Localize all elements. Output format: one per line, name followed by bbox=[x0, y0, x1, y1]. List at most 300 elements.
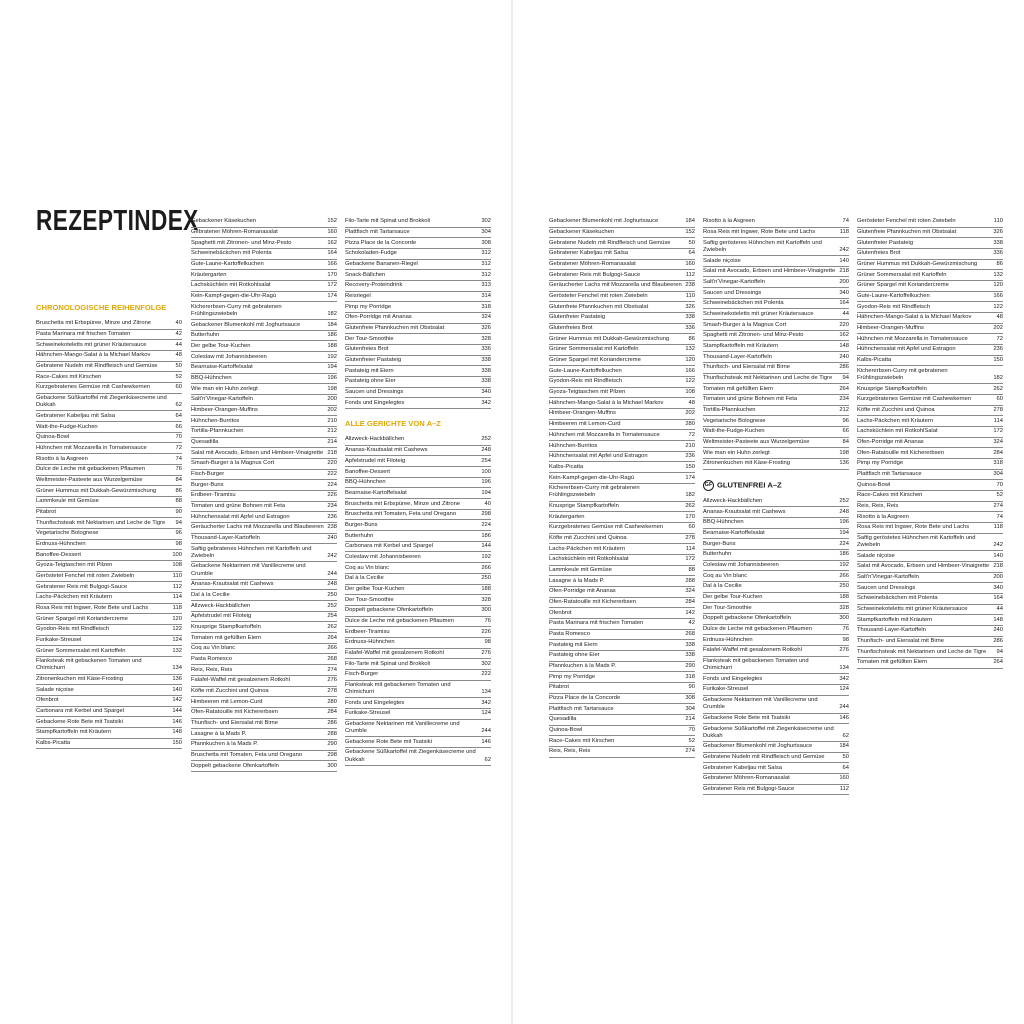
page-number: 114 bbox=[172, 594, 182, 601]
index-entry bbox=[703, 331, 849, 342]
recipe-name: Furikake-Streusel bbox=[345, 710, 391, 717]
recipe-name: Lachs-Päckchen mit Kräutern bbox=[549, 545, 626, 552]
recipe-name: Gyoza-Teigtaschen mit Pilzen bbox=[549, 389, 626, 396]
recipe-name: BBQ-Hühnchen bbox=[191, 374, 232, 381]
recipe-name: Quesadilla bbox=[191, 438, 219, 445]
page-number: 318 bbox=[993, 460, 1003, 467]
index-entry bbox=[345, 720, 491, 738]
page-number: 200 bbox=[327, 396, 337, 403]
page-number: 300 bbox=[839, 615, 849, 622]
index-entry bbox=[549, 694, 695, 705]
recipe-name: Erdbeer-Tiramisu bbox=[191, 492, 236, 499]
page-number: 108 bbox=[172, 562, 182, 569]
recipe-name: Gyodon-Reis mit Rindfleisch bbox=[857, 303, 931, 310]
index-entry bbox=[703, 646, 849, 657]
recipe-name: Bearnaise-Kartoffelsalat bbox=[191, 364, 253, 371]
index-entry bbox=[345, 552, 491, 563]
page-number: 328 bbox=[481, 596, 491, 603]
index-entry bbox=[703, 438, 849, 449]
index-entry bbox=[703, 571, 849, 582]
page-number: 52 bbox=[175, 373, 182, 380]
index-entry bbox=[345, 531, 491, 542]
page-number: 112 bbox=[685, 271, 695, 278]
recipe-name: Himbeeren mit Lemon-Curd bbox=[191, 698, 263, 705]
page-number: 226 bbox=[327, 492, 337, 499]
index-entry bbox=[857, 573, 1003, 584]
index-entry bbox=[703, 550, 849, 561]
index-entry bbox=[36, 636, 182, 647]
page-number: 42 bbox=[688, 620, 695, 627]
index-entry bbox=[36, 394, 182, 412]
index-entry bbox=[36, 739, 182, 750]
page-number: 244 bbox=[481, 728, 491, 735]
page-number: 300 bbox=[481, 607, 491, 614]
recipe-name: Salt'n'Vinegar-Kartoffeln bbox=[703, 278, 765, 285]
page-number: 44 bbox=[996, 606, 1003, 613]
recipe-name: Recovery-Proteindrink bbox=[345, 282, 403, 289]
recipe-name: Reis, Reis, Reis bbox=[857, 502, 899, 509]
recipe-name: Thunfischsteak mit Nektarinen und Leche de Tigre bbox=[857, 648, 987, 655]
recipe-name: Flanksteak mit gebackenen Tomaten und Chimichurri bbox=[345, 681, 451, 696]
page-number: 342 bbox=[839, 675, 849, 682]
page-number: 74 bbox=[996, 513, 1003, 520]
page-number: 254 bbox=[481, 457, 491, 464]
index-entry bbox=[345, 456, 491, 467]
page-number: 286 bbox=[993, 638, 1003, 645]
recipe-name: Zitronenkuchen mit Käse-Frosting bbox=[703, 460, 790, 467]
page-number: 48 bbox=[996, 314, 1003, 321]
page-number: 268 bbox=[685, 631, 695, 638]
page-number: 276 bbox=[327, 677, 337, 684]
recipe-name: Knusprige Stampfkartoffeln bbox=[191, 623, 261, 630]
recipe-name: Gebratener Möhren-Romanasalat bbox=[703, 775, 790, 782]
recipe-name: Schweinekoteletts mit grüner Kräutersauce bbox=[36, 341, 147, 348]
index-entry bbox=[345, 542, 491, 553]
index-entry bbox=[703, 625, 849, 636]
page-number: 76 bbox=[175, 466, 182, 473]
index-entry bbox=[549, 324, 695, 335]
page-number: 286 bbox=[327, 719, 337, 726]
page-number: 184 bbox=[685, 218, 695, 225]
page-number: 284 bbox=[993, 449, 1003, 456]
recipe-name: Gebackene Nektarinen mit Vanillecreme und Crumble bbox=[703, 697, 818, 711]
index-entry bbox=[36, 604, 182, 615]
recipe-name: Lachsküchlein mit Rotkohlsalat bbox=[191, 282, 271, 289]
recipe-name: Köfte mit Zucchini und Quinoa bbox=[549, 534, 627, 541]
recipe-name: Ofen-Ratatouille mit Kichererbsen bbox=[857, 449, 944, 456]
page-title: REZEPTINDEX bbox=[36, 205, 199, 237]
recipe-name: Gebackener Blumenkohl mit Joghurtsauce bbox=[549, 218, 659, 225]
page-number: 192 bbox=[481, 553, 491, 560]
page-number: 262 bbox=[993, 385, 1003, 392]
page-number: 336 bbox=[481, 346, 491, 353]
right-page bbox=[512, 0, 1024, 1024]
page-number: 134 bbox=[839, 665, 849, 672]
page-number: 94 bbox=[175, 519, 182, 526]
index-entry bbox=[345, 366, 491, 377]
index-entry bbox=[36, 707, 182, 718]
recipe-name: Gebratene Nudeln mit Rindfleisch und Gemüse bbox=[36, 363, 158, 370]
page-number: 188 bbox=[327, 342, 337, 349]
page-number: 312 bbox=[481, 261, 491, 268]
recipe-name: Coleslaw mit Johannisbeeren bbox=[191, 353, 267, 360]
recipe-name: Glutenfreie Pfannkuchen mit Obstsalat bbox=[549, 303, 649, 310]
page-number: 160 bbox=[839, 775, 849, 782]
page-number: 144 bbox=[172, 708, 182, 715]
page-number: 60 bbox=[688, 524, 695, 531]
index-entry bbox=[857, 406, 1003, 417]
page-number: 268 bbox=[327, 655, 337, 662]
index-entry bbox=[345, 617, 491, 628]
page-number: 90 bbox=[175, 508, 182, 515]
recipe-name: Salt'n'Vinegar-Kartoffeln bbox=[857, 574, 919, 581]
recipe-name: Pastateig ohne Eier bbox=[345, 378, 396, 385]
recipe-name: Coq au Vin blanc bbox=[191, 645, 236, 652]
recipe-name: Wie man ein Huhn zerlegt bbox=[191, 385, 258, 392]
page-number: 284 bbox=[685, 599, 695, 605]
index-entry bbox=[857, 356, 1003, 367]
page-number: 88 bbox=[175, 498, 182, 505]
page-number: 318 bbox=[481, 303, 491, 310]
recipe-name: Bearnaise-Kartoffelsalat bbox=[703, 529, 765, 536]
index-entry bbox=[549, 462, 695, 473]
page-number: 132 bbox=[993, 271, 1003, 278]
recipe-name: Thousand-Layer-Kartoffeln bbox=[857, 627, 926, 634]
page-number: 74 bbox=[842, 218, 849, 225]
index-entry bbox=[345, 388, 491, 399]
recipe-name: Rosa Reis mit Ingwer, Rote Bete und Lachs bbox=[857, 524, 970, 531]
index-entry bbox=[345, 563, 491, 574]
page-number: 274 bbox=[685, 748, 695, 755]
recipe-name: Gute-Laune-Kartoffelkuchen bbox=[549, 367, 622, 374]
index-entry bbox=[191, 260, 337, 271]
page-number: 62 bbox=[484, 756, 491, 763]
index-entry bbox=[191, 427, 337, 438]
recipe-name: Bruschetta mit Erbspüree, Minze und Zitrone bbox=[36, 320, 152, 327]
recipe-name: BBQ-Hühnchen bbox=[345, 479, 386, 486]
index-entry bbox=[857, 249, 1003, 260]
recipe-name: Reis, Reis, Reis bbox=[191, 666, 233, 673]
recipe-name: Kräutergarten bbox=[191, 271, 227, 278]
index-entry bbox=[549, 566, 695, 577]
recipe-name: Hühnchen-Burritos bbox=[191, 417, 240, 424]
recipe-name: Carbonara mit Kerbel und Spargel bbox=[345, 543, 433, 550]
index-entry bbox=[549, 345, 695, 356]
page-number: 98 bbox=[484, 639, 491, 646]
page-number: 290 bbox=[327, 741, 337, 748]
page-number: 222 bbox=[481, 671, 491, 678]
index-entry bbox=[857, 626, 1003, 637]
page-number: 242 bbox=[993, 542, 1003, 549]
index-entry bbox=[549, 217, 695, 228]
recipe-name: Erdnuss-Hühnchen bbox=[703, 636, 753, 643]
page-number: 262 bbox=[327, 623, 337, 630]
index-entry bbox=[857, 605, 1003, 616]
index-entry bbox=[191, 384, 337, 395]
recipe-name: Grüner Spargel mit Koriandercreme bbox=[549, 357, 641, 364]
index-entry bbox=[345, 345, 491, 356]
index-entry bbox=[857, 647, 1003, 658]
page-number: 70 bbox=[688, 727, 695, 734]
page-number: 266 bbox=[839, 572, 849, 579]
recipe-name: Schweinebäckchen mit Polenta bbox=[703, 300, 784, 307]
page-number: 244 bbox=[327, 570, 337, 577]
index-entry bbox=[191, 249, 337, 260]
recipe-name: Pimp my Porridge bbox=[857, 460, 904, 467]
index-entry bbox=[191, 590, 337, 601]
index-entry bbox=[345, 595, 491, 606]
recipe-name: Pasta Marinara mit frischen Tomaten bbox=[549, 620, 644, 627]
recipe-name: Kein-Kampf-gegen-die-Uhr-Ragù bbox=[549, 474, 635, 481]
page-number: 142 bbox=[172, 697, 182, 704]
index-entry bbox=[703, 674, 849, 685]
page-number: 142 bbox=[685, 609, 695, 616]
recipe-name: Thousand-Layer-Kartoffeln bbox=[703, 353, 772, 360]
index-entry bbox=[345, 574, 491, 585]
recipe-name: Grüner Sommersalat mit Kartoffeln bbox=[549, 346, 639, 353]
index-entry bbox=[549, 313, 695, 324]
recipe-name: Carbonara mit Kerbel und Spargel bbox=[36, 708, 124, 715]
page-number: 170 bbox=[685, 513, 695, 520]
recipe-name: Gyoza-Teigtaschen mit Pilzen bbox=[36, 562, 113, 569]
recipe-name: Dal à la Cecilie bbox=[191, 591, 230, 598]
recipe-name: Ofen-Ratatouille mit Kichererbsen bbox=[549, 599, 636, 605]
page-number: 266 bbox=[327, 645, 337, 652]
page-number: 118 bbox=[993, 524, 1003, 531]
page-number: 100 bbox=[172, 551, 182, 558]
index-entry bbox=[857, 438, 1003, 449]
page-number: 248 bbox=[839, 508, 849, 515]
index-entry bbox=[191, 562, 337, 580]
index-entry bbox=[36, 508, 182, 519]
recipe-name: Gebratener Reis mit Bulgogi-Sauce bbox=[703, 786, 795, 793]
recipe-name: Glutenfreies Brot bbox=[345, 346, 389, 353]
page-number: 86 bbox=[688, 335, 695, 342]
page-number: 122 bbox=[172, 626, 182, 633]
page-number: 172 bbox=[993, 428, 1003, 435]
recipe-name: Gebratener Kabeljau mit Salsa bbox=[549, 250, 628, 257]
index-entry bbox=[857, 217, 1003, 228]
index-entry bbox=[703, 539, 849, 550]
index-entry bbox=[549, 377, 695, 388]
index-entry bbox=[857, 594, 1003, 605]
page-number: 288 bbox=[685, 577, 695, 584]
recipe-name: Gebratener Möhren-Romanasalat bbox=[191, 229, 278, 236]
recipe-name: Schweinekoteletts mit grüner Kräutersauce bbox=[857, 606, 968, 613]
page-number: 172 bbox=[327, 282, 337, 289]
recipe-name: Grüner Hummus mit Dukkah-Gewürzmischung bbox=[36, 487, 157, 494]
page-number: 84 bbox=[175, 476, 182, 483]
index-entry bbox=[345, 510, 491, 521]
recipe-name: Geröstetet Fenchel mit roten Zwiebeln bbox=[36, 572, 135, 579]
page-number: 336 bbox=[993, 250, 1003, 257]
recipe-name: Lachsküchlein mit RotkohlSalat bbox=[857, 428, 938, 435]
recipe-name: Salade niçoise bbox=[36, 686, 74, 693]
index-entry bbox=[857, 260, 1003, 271]
index-entry bbox=[191, 238, 337, 249]
recipe-name: Gebackene Süßkartoffel mit Ziegenkäsecreme und Dukkah bbox=[703, 725, 834, 739]
page-number: 278 bbox=[327, 687, 337, 694]
page-number: 252 bbox=[839, 497, 849, 504]
page-number: 124 bbox=[481, 710, 491, 717]
index-entry bbox=[549, 630, 695, 641]
page-number: 174 bbox=[327, 293, 337, 300]
index-entry bbox=[857, 502, 1003, 513]
page-number: 160 bbox=[685, 261, 695, 268]
page-number: 186 bbox=[839, 551, 849, 558]
index-entry bbox=[345, 737, 491, 748]
recipe-name: Ofen-Porridge mit Ananas bbox=[857, 438, 924, 445]
index-entry bbox=[345, 228, 491, 239]
page-number: 122 bbox=[993, 303, 1003, 310]
recipe-name: Vegetarische Bolognese bbox=[36, 530, 99, 537]
index-entry bbox=[191, 270, 337, 281]
index-entry bbox=[191, 320, 337, 331]
index-entry bbox=[191, 512, 337, 523]
index-entry bbox=[191, 740, 337, 751]
page-number: 338 bbox=[685, 641, 695, 648]
page-number: 224 bbox=[327, 481, 337, 488]
recipe-name: Grüner Sommersalat mit Kartoffeln bbox=[36, 647, 126, 654]
recipe-name: Tortilla-Pfannkuchen bbox=[191, 428, 244, 435]
recipe-name: Flanksteak mit gebackenen Tomaten und Chimichurri bbox=[36, 658, 142, 672]
recipe-name: Saftig geröstetes Hühnchen mit Kartoffeln und Zwiebeln bbox=[857, 534, 976, 549]
recipe-name: Salade niçoise bbox=[857, 552, 895, 559]
recipe-name: Bearnaise-Kartoffelsalat bbox=[345, 489, 407, 496]
recipe-name: Bruschetta mit Erbspüree, Minze und Zitrone bbox=[345, 500, 461, 507]
page-number: 114 bbox=[993, 417, 1003, 424]
page-number: 108 bbox=[685, 389, 695, 396]
recipe-name: Fonds und Eingelegtes bbox=[703, 675, 763, 682]
index-entry bbox=[703, 507, 849, 518]
index-entry bbox=[191, 580, 337, 591]
index-entry bbox=[549, 747, 695, 758]
index-entry bbox=[857, 551, 1003, 562]
index-entry bbox=[549, 441, 695, 452]
index-entry bbox=[857, 491, 1003, 502]
index-entry bbox=[857, 238, 1003, 249]
recipe-name: Gerösteter Fenchel mit roten Zwiebeln bbox=[857, 218, 956, 225]
page-number: 152 bbox=[327, 218, 337, 225]
recipe-name: Coleslaw mit Johannisbeeren bbox=[345, 553, 421, 560]
page-number: 262 bbox=[685, 502, 695, 509]
page-number: 314 bbox=[481, 293, 491, 300]
recipe-name: Kichererbsen-Curry mit gebratenen Frühlingszwiebeln bbox=[191, 303, 282, 317]
index-entry bbox=[703, 742, 849, 753]
recipe-name: Erdbeer-Tiramisu bbox=[345, 628, 390, 635]
index-entry bbox=[36, 497, 182, 508]
recipe-name: Spaghetti mit Zitronen- und Minz-Pesto bbox=[703, 332, 804, 339]
page-number: 50 bbox=[175, 363, 182, 370]
page-number: 313 bbox=[481, 282, 491, 289]
recipe-name: Hühnchensalat mit Apfel und Estragon bbox=[191, 513, 290, 520]
index-entry bbox=[191, 761, 337, 772]
page-number: 234 bbox=[327, 502, 337, 509]
page-number: 150 bbox=[172, 740, 182, 747]
index-entry bbox=[549, 512, 695, 523]
index-entry bbox=[703, 299, 849, 310]
index-entry bbox=[703, 228, 849, 239]
index-entry bbox=[703, 753, 849, 764]
index-entry bbox=[549, 249, 695, 260]
page-number: 150 bbox=[993, 357, 1003, 364]
index-entry bbox=[857, 228, 1003, 239]
recipe-name: Köfte mit Zucchini und Quinoa bbox=[857, 406, 935, 413]
index-entry bbox=[345, 670, 491, 681]
recipe-name: Grüner Hummus mit Dukkah-Gewürzmischung bbox=[857, 261, 978, 268]
recipe-name: Der gelbe Tour-Kuchen bbox=[703, 593, 763, 600]
recipe-name: Falafel-Waffel mit gesalzenem Rotkohl bbox=[703, 647, 802, 654]
page-number: 248 bbox=[327, 581, 337, 588]
index-entry bbox=[191, 687, 337, 698]
recipe-name: Fisch-Burger bbox=[191, 470, 225, 477]
recipe-name: Coq au Vin blanc bbox=[345, 564, 390, 571]
page-number: 324 bbox=[481, 314, 491, 321]
page-number: 98 bbox=[842, 636, 849, 643]
index-entry bbox=[703, 561, 849, 572]
page-number: 202 bbox=[327, 406, 337, 413]
page-number: 222 bbox=[327, 470, 337, 477]
index-entry bbox=[703, 785, 849, 796]
recipe-name: Tomaten mit gefüllten Eiern bbox=[703, 385, 774, 392]
recipe-name: Rosa Reis mit Ingwer, Rote Bete und Lachs bbox=[703, 229, 816, 236]
recipe-name: Gebackene Bananen-Riegel bbox=[345, 261, 418, 268]
page-number: 238 bbox=[327, 524, 337, 531]
recipe-name: Zitronenkuchen mit Käse-Frosting bbox=[36, 676, 123, 683]
recipe-name: Thunfischsteak mit Nektarinen und Leche de Tigre bbox=[703, 374, 833, 381]
index-entry bbox=[857, 637, 1003, 648]
recipe-name: Watt-the-Fudge-Kuchen bbox=[703, 428, 765, 435]
index-entry bbox=[703, 774, 849, 785]
recipe-name: Gebackene Rote Bete mit Tsatsiki bbox=[36, 718, 123, 725]
index-entry bbox=[345, 292, 491, 303]
index-entry bbox=[549, 640, 695, 651]
index-entry bbox=[36, 675, 182, 686]
page-number: 248 bbox=[481, 447, 491, 454]
index-entry bbox=[703, 238, 849, 256]
index-entry bbox=[549, 502, 695, 513]
page-number: 242 bbox=[839, 246, 849, 253]
index-entry bbox=[703, 685, 849, 696]
recipe-name: Thunfisch- und Eiersalat mit Birne bbox=[703, 364, 790, 371]
index-entry bbox=[549, 672, 695, 683]
recipe-name: Ofenbrot bbox=[549, 609, 572, 616]
page-number: 64 bbox=[842, 764, 849, 771]
recipe-name: Himbeer-Orangen-Muffins bbox=[857, 325, 924, 332]
page-number: 164 bbox=[993, 595, 1003, 602]
page-number: 136 bbox=[172, 676, 182, 683]
recipe-name: Pasta Marinara mit frischen Tomaten bbox=[36, 331, 131, 338]
page-number: 240 bbox=[993, 627, 1003, 634]
page-number: 112 bbox=[172, 583, 182, 590]
recipe-name: Ananas-Krautsalat mit Cashews bbox=[345, 447, 428, 454]
page-number: 276 bbox=[481, 649, 491, 656]
page-number: 250 bbox=[327, 591, 337, 598]
section-heading-chronological: CHRONOLOGISCHE REIHENFOLGE bbox=[36, 303, 167, 312]
recipe-name: Lammkeule mit Gemüse bbox=[549, 566, 612, 573]
index-entry bbox=[703, 593, 849, 604]
index-entry bbox=[857, 427, 1003, 438]
page-number: 50 bbox=[842, 754, 849, 760]
recipe-name: Salat mit Avocado, Erbsen und Himbeer-Vinaigrette bbox=[191, 449, 324, 456]
recipe-name: Pizza Place de la Concorde bbox=[549, 695, 621, 702]
index-entry bbox=[191, 676, 337, 687]
index-entry bbox=[191, 654, 337, 665]
index-entry bbox=[549, 726, 695, 737]
page-number: 66 bbox=[842, 428, 849, 435]
recipe-name: Tomaten und grüne Bohnen mit Feta bbox=[703, 396, 798, 403]
page-number: 120 bbox=[993, 282, 1003, 289]
